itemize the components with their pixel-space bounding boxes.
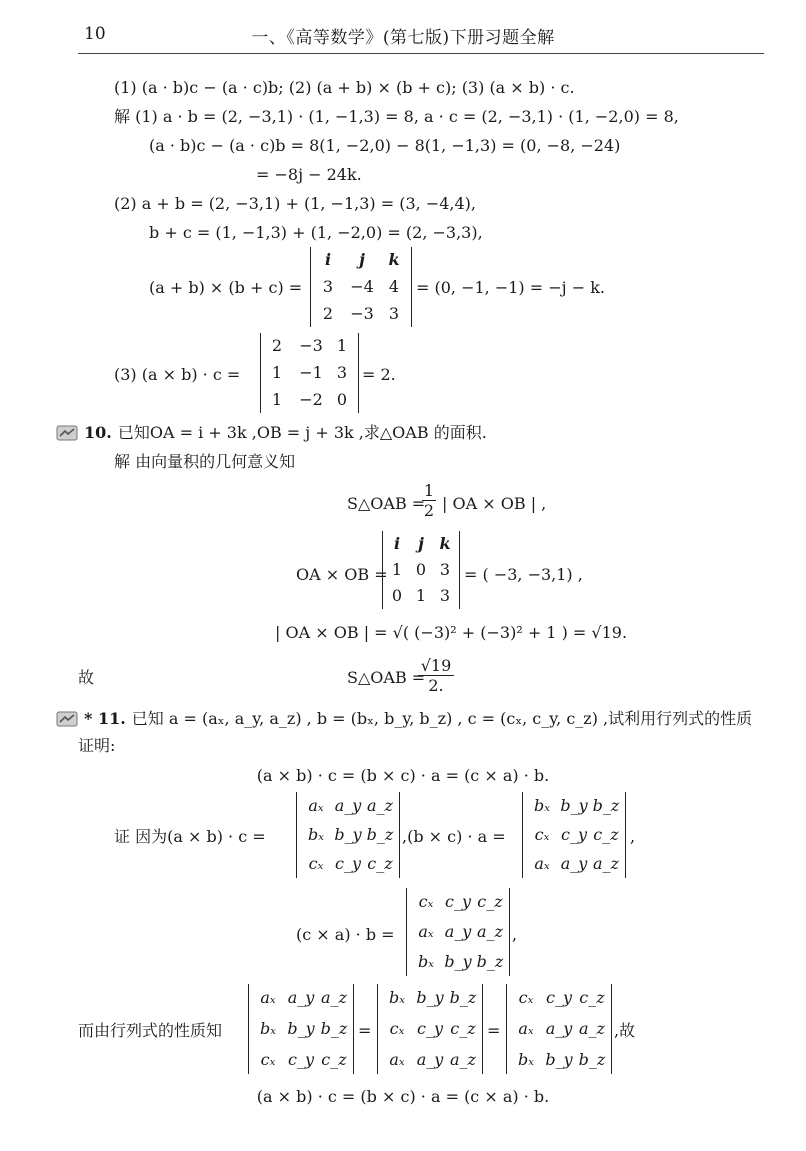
det-cell: 0	[336, 390, 348, 409]
det-cell: 1	[415, 586, 427, 605]
det-cell: a_z	[477, 922, 503, 941]
p10-norm-line: | OA × OB | = √( (−3)² + (−3)² + 1 ) = √19.	[275, 623, 628, 642]
det-cell: −3	[350, 304, 374, 323]
det-cell: c_z	[579, 988, 605, 1007]
p9-question-parts: (1) (a · b)c − (a · c)b; (2) (a + b) × (b + c); (3) (a × b) · c.	[114, 78, 575, 97]
det-cell: a_y	[287, 988, 315, 1007]
det-cell: 3	[322, 277, 334, 296]
det-cell: b_z	[476, 952, 504, 971]
p9-det-3	[260, 333, 359, 413]
p9-part3-lhs: (3) (a × b) · c =	[114, 365, 241, 384]
fraction-numerator: 1	[423, 481, 435, 500]
det-cell: i	[393, 534, 401, 553]
header-rule	[78, 53, 764, 54]
p10-number: 10.	[84, 423, 112, 442]
det-cell: a_z	[593, 854, 619, 873]
det-cell: aₓ	[518, 1019, 534, 1038]
fraction-denominator: 2.	[418, 675, 454, 695]
det-cell: a_y	[416, 1050, 444, 1069]
det-cell: cₓ	[418, 892, 434, 911]
det-cell: b_y	[560, 796, 588, 815]
det-cell: b_y	[287, 1019, 315, 1038]
p9-det-2	[310, 247, 412, 327]
det-cell: c_y	[546, 988, 572, 1007]
det-cell: 3	[439, 586, 451, 605]
p10-area-rhs: | OA × OB | ,	[442, 494, 547, 513]
p11-statement: 已知 a = (aₓ, a_y, a_z) , b = (bₓ, b_y, b_z) , c = (cₓ, c_y, c_z) ,试利用行列式的性质	[131, 709, 753, 728]
p10-final-lhs: S△OAB =	[347, 668, 426, 687]
det-cell: b_z	[592, 796, 620, 815]
det-cell: b_z	[320, 1019, 348, 1038]
p10-cross-rhs: = ( −3, −3,1) ,	[464, 565, 583, 584]
p10-cross-lhs: OA × OB =	[296, 565, 388, 584]
det-cell: cₓ	[534, 825, 550, 844]
det-cell: b_z	[366, 825, 394, 844]
det-cell: k	[388, 250, 400, 269]
p9-solution-line-4: (2) a + b = (2, −3,1) + (1, −1,3) = (3, −4,4),	[114, 194, 476, 213]
exercise-marker-icon	[56, 425, 78, 441]
det-cell: aₓ	[260, 988, 276, 1007]
det-cell: −3	[299, 336, 323, 355]
det-cell: b_z	[449, 988, 477, 1007]
p9-solution-line-5: b + c = (1, −1,3) + (1, −2,0) = (2, −3,3),	[149, 223, 483, 242]
p11-comma-2: ,	[512, 925, 518, 944]
det-cell: k	[439, 534, 451, 553]
p11-prop-det-3	[506, 984, 612, 1074]
fraction-numerator: √19	[420, 656, 452, 675]
running-title: 一、《高等数学》(第七版)下册习题全解	[251, 28, 555, 48]
det-cell: −2	[299, 390, 323, 409]
det-cell: bₓ	[418, 952, 434, 971]
det-cell: 0	[415, 560, 427, 579]
det-cell: 1	[336, 336, 348, 355]
det-cell: aₓ	[534, 854, 550, 873]
det-cell: c_y	[445, 892, 471, 911]
det-cell: aₓ	[418, 922, 434, 941]
p11-comma: ,	[630, 827, 636, 846]
p9-part2-rhs: = (0, −1, −1) = −j − k.	[416, 278, 605, 297]
page-number: 10	[84, 24, 106, 44]
det-cell: c_z	[367, 854, 393, 873]
det-cell: b_y	[334, 825, 362, 844]
det-cell: cₓ	[308, 854, 324, 873]
p11-conclusion: (a × b) · c = (b × c) · a = (c × a) · b.	[256, 1087, 550, 1106]
p11-det-abc	[296, 792, 400, 878]
p11-statement-line	[56, 709, 752, 732]
det-cell: b_y	[444, 952, 472, 971]
det-cell: cₓ	[389, 1019, 405, 1038]
p11-equals-2: =	[487, 1021, 501, 1040]
p11-number: * 11.	[84, 709, 126, 728]
det-cell: a_z	[450, 1050, 476, 1069]
det-cell: bₓ	[534, 796, 550, 815]
det-cell: −1	[299, 363, 323, 382]
exercise-marker-icon	[56, 711, 78, 727]
det-cell: j	[418, 534, 424, 553]
p10-area-lhs: S△OAB =	[347, 494, 426, 513]
det-cell: 4	[388, 277, 400, 296]
p9-solution-line-1: 解 (1) a · b = (2, −3,1) · (1, −1,3) = 8, a · c = (2, −3,1) · (1, −2,0) = 8,	[114, 107, 679, 126]
p11-det-cab	[406, 888, 510, 976]
p9-part2-lhs: (a + b) × (b + c) =	[149, 278, 303, 297]
det-cell: aₓ	[389, 1050, 405, 1069]
det-cell: 3	[439, 560, 451, 579]
p11-proof-mid: ,(b × c) · a =	[402, 827, 506, 846]
det-cell: j	[359, 250, 365, 269]
det-cell: c_z	[477, 892, 503, 911]
det-cell: a_y	[444, 922, 472, 941]
det-cell: 3	[336, 363, 348, 382]
p10-det	[382, 531, 460, 609]
det-cell: c_y	[561, 825, 587, 844]
p11-det-bca	[522, 792, 626, 878]
p10-therefore: 故	[78, 668, 95, 687]
det-cell: a_z	[321, 988, 347, 1007]
det-cell: a_y	[545, 1019, 573, 1038]
p9-part3-rhs: = 2.	[362, 365, 396, 384]
det-cell: cₓ	[518, 988, 534, 1007]
p10-statement-line	[56, 423, 487, 446]
det-cell: i	[324, 250, 332, 269]
det-cell: b_y	[545, 1050, 573, 1069]
p11-statement-line-2: 证明:	[78, 736, 116, 755]
det-cell: b_z	[578, 1050, 606, 1069]
p9-solution-line-3: = −8j − 24k.	[256, 165, 362, 184]
det-cell: −4	[350, 277, 374, 296]
det-cell: 1	[271, 363, 283, 382]
det-cell: bₓ	[260, 1019, 276, 1038]
det-cell: b_y	[416, 988, 444, 1007]
p10-half-fraction	[422, 481, 436, 520]
det-cell: c_z	[450, 1019, 476, 1038]
p11-cab-lhs: (c × a) · b =	[296, 925, 395, 944]
det-cell: c_y	[288, 1050, 314, 1069]
p11-prop-det-2	[377, 984, 483, 1074]
det-cell: bₓ	[518, 1050, 534, 1069]
p11-equals-1: =	[358, 1021, 372, 1040]
det-cell: aₓ	[308, 796, 324, 815]
det-cell: c_z	[593, 825, 619, 844]
det-cell: c_z	[321, 1050, 347, 1069]
p10-statement: 已知OA = i + 3k ,OB = j + 3k ,求△OAB 的面积.	[117, 423, 487, 442]
det-cell: 3	[388, 304, 400, 323]
p11-claim: (a × b) · c = (b × c) · a = (c × a) · b.	[256, 766, 550, 785]
det-cell: a_z	[579, 1019, 605, 1038]
det-cell: c_y	[417, 1019, 443, 1038]
det-cell: 1	[391, 560, 403, 579]
det-cell: 1	[271, 390, 283, 409]
p11-property-tail: ,故	[614, 1021, 636, 1040]
p10-solution-intro: 解 由向量积的几何意义知	[114, 452, 296, 471]
p11-property-lead: 而由行列式的性质知	[78, 1021, 223, 1040]
p9-solution-line-2: (a · b)c − (a · c)b = 8(1, −2,0) − 8(1, −1,3) = (0, −8, −24)	[149, 136, 621, 155]
det-cell: a_z	[367, 796, 393, 815]
det-cell: bₓ	[389, 988, 405, 1007]
det-cell: bₓ	[308, 825, 324, 844]
det-cell: 2	[322, 304, 334, 323]
det-cell: a_y	[560, 854, 588, 873]
p11-prop-det-1	[248, 984, 354, 1074]
det-cell: 2	[271, 336, 283, 355]
fraction-denominator: 2	[423, 501, 435, 520]
det-cell: a_y	[334, 796, 362, 815]
det-cell: c_y	[335, 854, 361, 873]
p10-final-fraction	[418, 656, 454, 695]
det-cell: cₓ	[260, 1050, 276, 1069]
det-cell: 0	[391, 586, 403, 605]
p11-proof-lhs: 证 因为(a × b) · c =	[114, 827, 266, 846]
